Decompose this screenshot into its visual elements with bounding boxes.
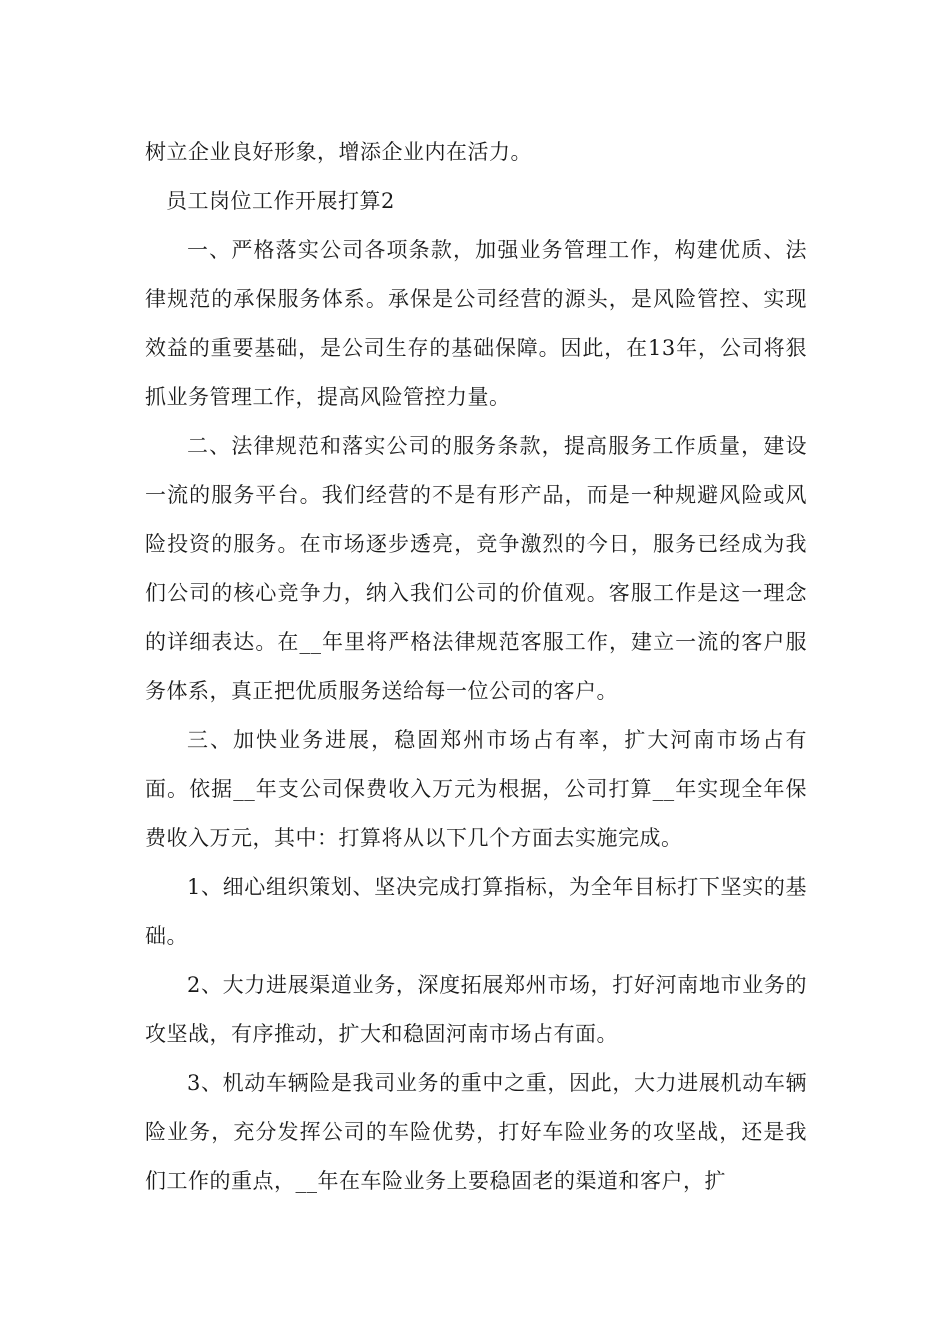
document-body: [145, 128, 807, 1206]
paragraph-item-2: 二、法律规范和落实公司的服务条款，提高服务工作质量，建设一流的服务平台。我们经营的不是有形产品，而是一种规避风险或风险投资的服务。在市场逐步透亮，竞争激烈的今日，服务已经成为我们公司的核心竞争力，纳入我们公司的价值观。客服工作是这一理念的详细表达。在__年里将严格法律规范客服工作，建立一流的客户服务体系，真正把优质服务送给每一位公司的客户。: [145, 434, 807, 703]
paragraph-continuation: 树立企业良好形象，增添企业内在活力。: [145, 140, 532, 164]
paragraph-item-3: 三、加快业务进展，稳固郑州市场占有率，扩大河南市场占有面。依据__年支公司保费收入万元为根据，公司打算__年实现全年保费收入万元，其中：打算将从以下几个方面去实施完成。: [145, 728, 807, 850]
paragraph-subitem-3: 3、机动车辆险是我司业务的重中之重，因此，大力进展机动车辆险业务，充分发挥公司的车险优势，打好车险业务的攻坚战，还是我们工作的重点，__年在车险业务上要稳固老的渠道和客户，扩: [145, 1071, 807, 1193]
paragraph-item-1: 一、严格落实公司各项条款，加强业务管理工作，构建优质、法律规范的承保服务体系。承保是公司经营的源头，是风险管控、实现效益的重要基础，是公司生存的基础保障。因此，在13年，公司将狠抓业务管理工作，提高风险管控力量。: [145, 238, 807, 409]
paragraph-subitem-1: 1、细心组织策划、坚决完成打算指标，为全年目标打下坚实的基础。: [145, 875, 807, 948]
paragraph-subitem-2: 2、大力进展渠道业务，深度拓展郑州市场，打好河南地市业务的攻坚战，有序推动，扩大和稳固河南市场占有面。: [145, 973, 807, 1046]
section-heading: 员工岗位工作开展打算2: [166, 189, 395, 213]
